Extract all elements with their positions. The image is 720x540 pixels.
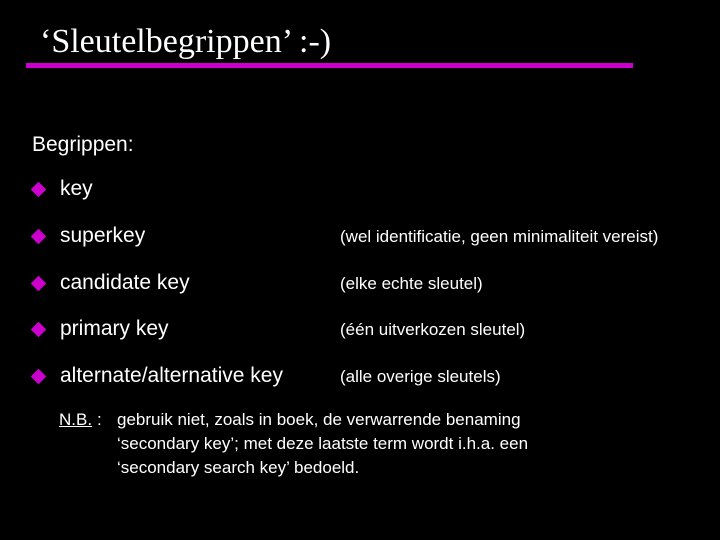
nb-line: ‘secondary search key’ bedoeld. [117,458,360,477]
diamond-bullet-icon [31,229,47,245]
term: alternate/alternative key [60,364,283,387]
bullet-item [0,361,720,391]
term-note: (één uitverkozen sleutel) [340,320,526,339]
bullet-item [0,268,720,298]
nb-line: gebruik niet, zoals in boek, de verwarrende benaming [117,410,521,429]
term: primary key [60,317,169,340]
bullet-item [0,174,720,204]
term-note: (elke echte sleutel) [340,274,483,293]
diamond-bullet-icon [31,276,47,292]
term: key [60,177,93,200]
term: superkey [60,224,146,247]
diamond-bullet-icon [31,182,47,198]
diamond-bullet-icon [31,369,47,385]
intro-label: Begrippen: [32,133,134,156]
slide-title: ‘Sleutelbegrippen’ :-) [40,23,332,60]
bullet-item [0,221,720,251]
term-note: (wel identificatie, geen minimaliteit vereist) [340,227,659,246]
nb-colon: : [97,410,102,429]
nb-label: N.B. [59,410,93,429]
bullet-item [0,314,720,344]
nb-line: ‘secondary key’; met deze laatste term wordt i.h.a. een [117,434,529,453]
term-note: (alle overige sleutels) [340,367,501,386]
term: candidate key [60,271,190,294]
diamond-bullet-icon [31,322,47,338]
title-underline [26,63,633,68]
